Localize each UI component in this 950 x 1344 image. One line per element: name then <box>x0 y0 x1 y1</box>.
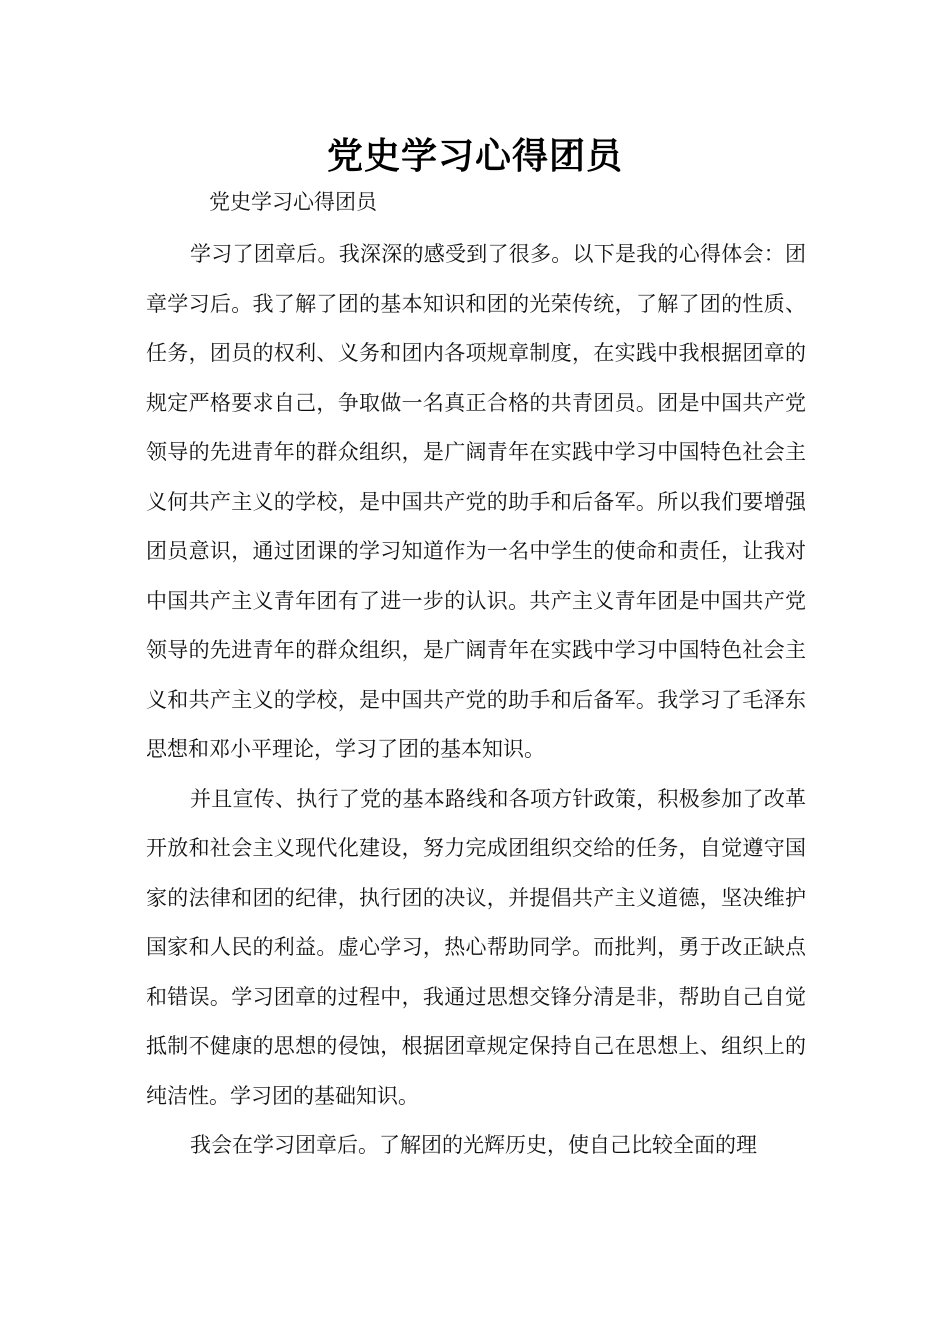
paragraph-3: 我会在学习团章后。了解团的光辉历史，使自己比较全面的理 <box>190 1133 757 1157</box>
paragraph-1: 学习了团章后。我深深的感受到了很多。以下是我的心得体会：团章学习后。我了解了团的基本知识和团的光荣传统，了解了团的性质、任务，团员的权利、义务和团内各项规章制度，在实践中我根据团章的规定严格要求自己，争取做一名真正合格的共青团员。团是中国共产党领导的先进青年的群众组织，是广阔青年在实践中学习中国特色社会主义何共产主义的学校，是中国共产党的助手和后备军。所以我们要增强团员意识，通过团课的学习知道作为一名中学生的使命和责任，让我对中国共产主义青年团有了进一步的认识。共产主义青年团是中国共产党领导的先进青年的群众组织，是广阔青年在实践中学习中国特色社会主义和共产主义的学校，是中国共产党的助手和后备军。我学习了毛泽东思想和邓小平理论，学习了团的基本知识。 <box>146 242 806 761</box>
document-subtitle: 党史学习心得团员 <box>209 190 377 214</box>
document-body <box>146 230 806 1171</box>
document-title: 党史学习心得团员 <box>326 136 623 177</box>
paragraph-2: 并且宣传、执行了党的基本路线和各项方针政策，积极参加了改革开放和社会主义现代化建设，努力完成团组织交给的任务，自觉遵守国家的法律和团的纪律，执行团的决议，并提倡共产主义道德，坚决维护国家和人民的利益。虚心学习，热心帮助同学。而批判，勇于改正缺点和错误。学习团章的过程中，我通过思想交锋分清是非，帮助自己自觉抵制不健康的思想的侵蚀，根据团章规定保持自己在思想上、组织上的纯洁性。学习团的基础知识。 <box>146 786 806 1108</box>
